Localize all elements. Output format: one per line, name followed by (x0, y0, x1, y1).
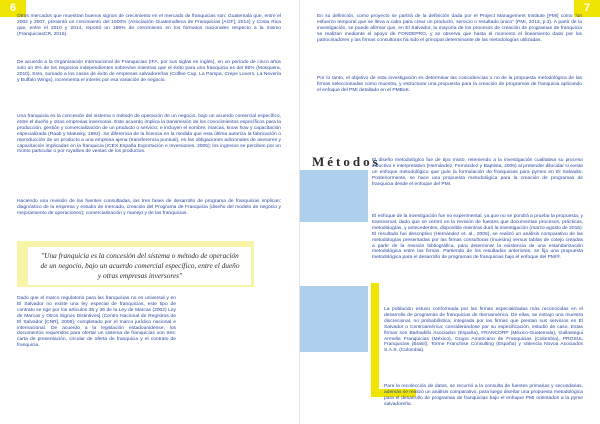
right-page-number: 7 (583, 2, 591, 14)
blue-accent-block-bottom (300, 286, 368, 352)
right-paragraph-2: Por lo tanto, el objetivo de esta investigación es determinar las coincidencias o no de la propuesta metodológica de las firmas seleccionadas como muestra, y estructurar una propuesta para la creación de programas de franquicia aplicando el enfoque del PMI detallado en el PMBoK. (317, 76, 582, 93)
left-paragraph-4: Haciendo una revisión de las fuentes consultadas, las tres fases de desarrollo de programa de franquicias implican: diagnóstico de la empresa y estudio de mercado, creación del Programa de Franquicia (diseño del modelo de negocio y mejoramiento de operaciones); comercialización y manejo y de las franquicias. (17, 199, 281, 216)
right-paragraph-3: El diseño metodológico fue de tipo mixto, reteniendo a la investigación cualitativa su proceso inductivo e interpretativo (Hernández, Fernández y Baptista, 2006) al pretender dilucidar si existe un enfoque metodológico que guíe la formulación de franquicias para pymes en El Salvador. Posteriormente, se hace una propuesta metodológica para la creación de programas de franquicia desde el enfoque del PMI. (372, 158, 583, 187)
left-paragraph-1: Otros mercados que muestran buenos signos de crecimiento en el mercado de franquicias son: Guatemala que, entre el 2002 y 2007, presentó un crecimiento del 1500% (Asociación Guatemalteca de Franquicias [AGF], 2014) y Costa Rica que, entre el 2010 y 2014, reportó un 186% de crecimiento en los formatos nacionales respecto a la mismo (FranquiciasCR, 2015). (17, 14, 281, 37)
right-paragraph-6: Para la recolección de datos, se recurrió a la consulta de fuentes primarias y secundarias, además se realizó un análisis comparativo, para luego diseñar una propuesta metodológica para el desarrollo de programas de franquicias bajo el enfoque PMI orientados a la pyme salvadoreña. (384, 384, 583, 407)
left-paragraph-5: Dado que el marco regulatorio para las franquicias no es universal y en El Salvador no existe una ley especial de franquicias, este tipo de contrato se rige por los artículos 35 y 36 de la Ley de Marcas (2002) Ley de Marcas y Otros Signos Distintivos] (Centro Nacional de Registros de El Salvador [CNR], 2009), completado por el marco jurídico nacional e internacional. De acuerdo a la legislación estadounidense, los documentos requeridos para ofertar un sistema de franquicias son tres: carta de presentación, circular de oferta de franquicia y el contrato de franquicia. (17, 296, 176, 349)
right-paragraph-4: El enfoque de la investigación fue no experimental, ya que no se pondrá a prueba la propuesta; y transversal, dado que se centró en la revisión de fuentes que documentan procesos, prácticas, metodologías, y antecedentes, disponible mientras duró la investigación (marzo-agosto de 2015). El resultado fue descriptivo (Hernández et. al., 2006), se realizó un análisis comparativo de las metodologías presentadas por las firmas consultoras (muestra) versus tablas de cotejo creadas a partir de la revisión bibliográfica, para determinar la existencia de una estandarización metodológica entre las firmas. Partiendo de los resultados anteriores, se fijo una propuesta metodológica para el desarrollo de programas de franquicias bajo el enfoque del PMI®. (372, 214, 583, 261)
yellow-accent-frame (371, 283, 379, 397)
blue-accent-block-top (300, 170, 368, 222)
right-paragraph-1: En su definición, como proyecto se partirá de la definición dada por el Project Management Institute [PMI] como "un esfuerzo temporal que se lleva a cabo para crear un producto, servicio o resultado único" (PMI, 2013, p.3). A partir de la investigación, se puede afirmar que, en El Salvador, la mayoría de los procesos de creación de programas de franquicia se realizan mediante el apoyo de FONDEPRO, y se observa que hasta el momento el lineamiento dado por los patrocinadores y las firmas consultoras ha sido el principal determinante de las metodologías utilizadas. (317, 14, 582, 43)
section-heading-metodos: Métodos (312, 154, 381, 169)
pull-quote: "Una franquicia es la concesión del sistema o método de operación de un negocio, bajo un acuerdo comercial específico, entre el dueño y otras empresas inversores" (40, 251, 240, 281)
left-page-number: 6 (9, 2, 17, 14)
right-paragraph-5: La población estuvo conformada por las firmas especializadas más reconocidas en el desarrollo de programas de franquicias de Iberoamérica. De ellas, se extrajo una muestra discrecional, no probabilística, integrada por las firmas que prestan sus servicios en El Salvador o Centroamérica; considerándose por su especificación, estudio de caso. Estas firmas son Barbadillo Asociados (España), FRANCORP (México-Guatemala), Gallastegui Armella Franquicias (México), Grupo Americano de Franquicias (Colombia), PROSUL Franquicias (Brasil), Torme Franchise Consulting (España) y Valencia Novoa Asociados S.A.S. (Colombia). (384, 307, 583, 354)
left-paragraph-2: De acuerdo a la Organización Internacional de Franquicias (IFA, por sus siglas en inglés), en un período de cinco años solo un 5% de los negocios independientes sobrevive mientras que el éxito para una franquicia es del 95% (Mosquera, 2010). Esto, sumado a los casos de éxito de empresas salvadoreñas (Coffee Cup, La Pampa, Crepe Lovers, La Nevería y Buffalo Wings), incrementa el interés por esa variación de negocio. (17, 60, 281, 83)
left-paragraph-3: Una franquicia es la concesión del sistema o método de operación de un negocio, bajo un acuerdo comercial específico, entre el dueño y otras empresas inversoras. Este acuerdo implica la transmisión de los conocimientos específicos para la producción, gestión y comercialización de un producto o servicio; e incluyen el nombre, marcas, know how y capacitación especializada (Raab y Matusky, 1992). Se diferencia de la licencia en la medida que esta última autoriza la fabricación o reproducción de un producto a una empresa ajena (transferencia puntual), en las obligaciones adicionales de asesores y capacitación implicadas en la franquicia (ICEX España Exportación e Inversiones, 2005); los ingresos se perciben por un monto particular o por royalties de ventas de los productos. (17, 114, 281, 155)
